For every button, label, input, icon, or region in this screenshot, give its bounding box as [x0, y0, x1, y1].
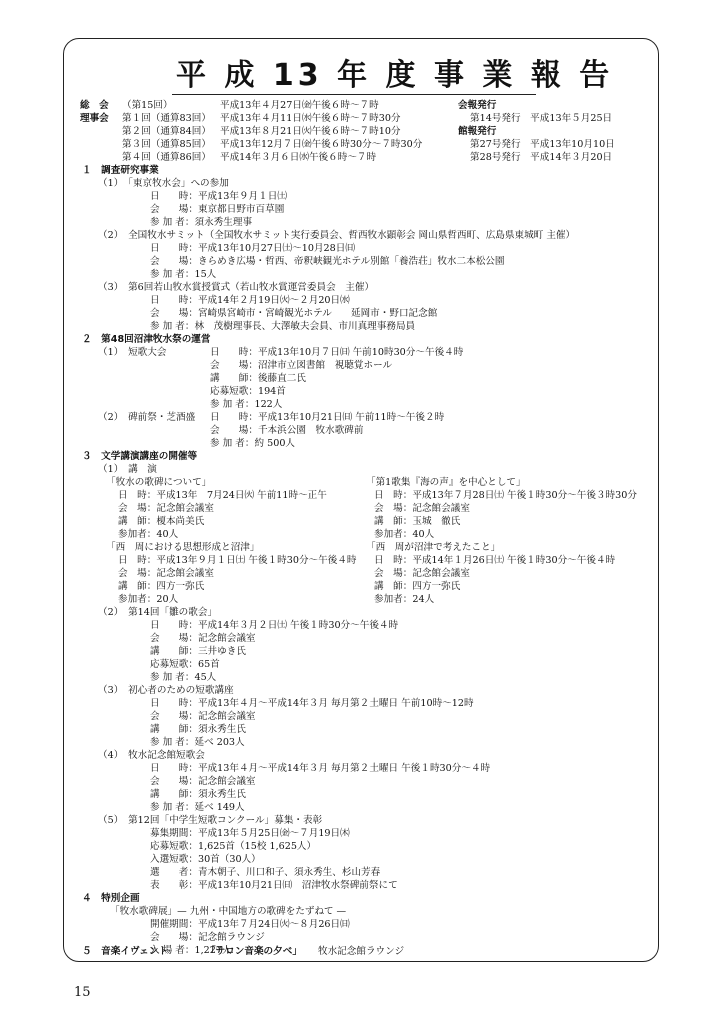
- museum-bulletin-issue: 第27号発行 平成13年10月10日: [470, 139, 615, 150]
- detail-line: 日 時：平成13年４月～平成14年３月 毎月第２土曜日 午前10時～12時: [150, 698, 474, 709]
- detail-line: 選 者：青木朝子、川口和子、須永秀生、杉山芳春: [150, 867, 381, 878]
- detail-line: 講 師：須永秀生氏: [150, 724, 246, 735]
- general-meeting-number: （第15回）: [122, 100, 173, 111]
- detail-line: 日 時：平成14年３月２日㈯ 午後１時30分～午後４時: [150, 620, 399, 631]
- item-title: （1） 講 演: [98, 464, 157, 475]
- lecture-title: 「牧水の歌碑について」: [106, 477, 212, 488]
- section-5-heading: ５ 音楽イヴェント: [82, 946, 168, 957]
- item-title: （1） 短歌大会: [98, 347, 167, 358]
- item-title: （5） 第12回「中学生短歌コンクール」募集・表彰: [98, 815, 323, 826]
- detail-line: 日 時：平成13年７月28日㈯ 午後１時30分～午後３時30分: [374, 490, 637, 501]
- detail-line: 参加者：40人: [374, 529, 435, 540]
- item-title: （3） 初心者のための短歌講座: [98, 685, 234, 696]
- detail-line: 会 場：記念館会議室: [118, 568, 214, 579]
- detail-line: 会 場：きらめき広場・哲西、帝釈峡観光ホテル別館「養浩荘」牧水二本松公園: [150, 256, 505, 267]
- detail-line: 会 場：記念館会議室: [150, 776, 256, 787]
- report-title: 平 成 13 年 度 事 業 報 告: [176, 58, 614, 93]
- item-title: （2） 全国牧水サミット（全国牧水サミット実行委員会、哲西牧水顕彰会 岡山県哲西町、広島県東城町 主催）: [98, 230, 576, 241]
- page-number: 15: [74, 985, 91, 1000]
- detail-line: 参 加 者：延べ 203人: [150, 737, 245, 748]
- section-1-heading: １ 調査研究事業: [82, 165, 159, 176]
- detail-line: 講 師：玉城 徹氏: [374, 516, 461, 527]
- detail-line: 参加者：24人: [374, 594, 435, 605]
- detail-line: 参 加 者：林 茂樹理事長、大澤敏夫会員、市川真理事務局員: [150, 321, 416, 332]
- detail-line: 参 加 者：15人: [150, 269, 217, 280]
- detail-line: 参 加 者：122人: [210, 399, 283, 410]
- detail-line: 参加者：40人: [118, 529, 179, 540]
- detail-line: 日 時：平成13年９月１日㈯ 午後１時30分～午後４時: [118, 555, 357, 566]
- detail-line: 日 時：平成13年10月７日㈰ 午前10時30分～午後４時: [210, 347, 464, 358]
- detail-line: 参 加 者：45人: [150, 672, 217, 683]
- detail-line: 募集期間：平成13年５月25日㈮～７月19日㈭: [150, 828, 350, 839]
- detail-line: 日 時：平成13年４月～平成14年３月 毎月第２土曜日 午後１時30分～４時: [150, 763, 491, 774]
- board-meeting-number: 第１回（通算83回）: [122, 113, 211, 124]
- detail-line: 会 場：記念館会議室: [374, 568, 470, 579]
- detail-line: 講 師：榎本尚美氏: [118, 516, 205, 527]
- detail-line: 会 場：記念館ラウンジ: [150, 932, 265, 943]
- detail-line: 会 場：記念館会議室: [374, 503, 470, 514]
- music-event-place: 牧水記念館ラウンジ: [318, 946, 405, 957]
- detail-line: 応募短歌：1,625首（15校 1,625人）: [150, 841, 317, 852]
- general-meeting-date: 平成13年４月27日㈮午後６時～７時: [220, 100, 379, 111]
- detail-line: 入 場 者：1,227人: [150, 945, 232, 956]
- board-meeting-date: 平成13年４月11日㈬午後６時～７時30分: [220, 113, 401, 124]
- lecture-title: 「西 周が沼津で考えたこと」: [366, 542, 501, 553]
- board-meeting-number: 第４回（通算86回）: [122, 152, 211, 163]
- item-title: （3） 第6回若山牧水賞授賞式（若山牧水賞運営委員会 主催）: [98, 282, 375, 293]
- board-meeting-label: 理事会: [80, 113, 109, 124]
- detail-line: 日 時：平成13年９月１日㈯: [150, 191, 287, 202]
- detail-line: 参 加 者：約 500人: [210, 438, 296, 449]
- title-underline: [172, 94, 536, 95]
- item-title: （1） 「東京牧水会」への参加: [98, 178, 229, 189]
- detail-line: 日 時：平成14年１月26日㈯ 午後１時30分～午後４時: [374, 555, 616, 566]
- detail-line: 講 師：四方一弥氏: [374, 581, 461, 592]
- detail-line: 参 加 者：須永秀生理事: [150, 217, 253, 228]
- section-3-heading: ３ 文学講演講座の開催等: [82, 451, 198, 462]
- detail-line: 日 時：平成13年10月21日㈰ 午前11時～午後２時: [210, 412, 445, 423]
- section-2-heading: ２ 第48回沼津牧水祭の運営: [82, 334, 211, 345]
- detail-line: 講 師：四方一弥氏: [118, 581, 205, 592]
- item-title: （4） 牧水記念館短歌会: [98, 750, 205, 761]
- detail-line: 会 場：記念館会議室: [150, 711, 256, 722]
- detail-line: 日 時：平成14年２月19日㈫～２月20日㈬: [150, 295, 350, 306]
- board-meeting-number: 第２回（通算84回）: [122, 126, 211, 137]
- detail-line: 講 師：須永秀生氏: [150, 789, 246, 800]
- detail-line: 参 加 者：延べ 149人: [150, 802, 245, 813]
- bulletin-issue: 第14号発行 平成13年５月25日: [470, 113, 613, 124]
- detail-line: 応募短歌：194首: [210, 386, 286, 397]
- bulletin-heading: 会報発行: [458, 100, 497, 111]
- lecture-title: 「西 周における思想形成と沼津」: [106, 542, 260, 553]
- detail-line: 日 時：平成13年10月27日㈯～10月28日㈰: [150, 243, 355, 254]
- exhibition-title: 「牧水歌碑展」— 九州・中国地方の歌碑をたずねて —: [110, 906, 347, 917]
- detail-line: 入選短歌：30首（30人）: [150, 854, 261, 865]
- detail-line: 表 彰：平成13年10月21日㈰ 沼津牧水祭碑前祭にて: [150, 880, 398, 891]
- detail-line: 講 師：後藤直二氏: [210, 373, 306, 384]
- detail-line: 会 場：沼津市立図書館 視聴覚ホール: [210, 360, 393, 371]
- board-meeting-date: 平成13年８月21日㈫午後６時～７時10分: [220, 126, 401, 137]
- museum-bulletin-issue: 第28号発行 平成14年３月20日: [470, 152, 613, 163]
- detail-line: 会 場：千本浜公園 牧水歌碑前: [210, 425, 364, 436]
- music-event-title: 「サロン音楽の夕べ」: [206, 946, 302, 957]
- board-meeting-number: 第３回（通算85回）: [122, 139, 211, 150]
- detail-line: 会 場：宮崎県宮崎市・宮崎観光ホテル 延岡市・野口記念館: [150, 308, 438, 319]
- board-meeting-date: 平成14年３月６日㈬午後６時～７時: [220, 152, 377, 163]
- detail-line: 応募短歌：65首: [150, 659, 220, 670]
- detail-line: 開催期間：平成13年７月24日㈫～８月26日㈰: [150, 919, 350, 930]
- general-meeting-label: 総 会: [80, 100, 109, 111]
- item-title: （2） 碑前祭・芝酒盛: [98, 412, 196, 423]
- detail-line: 参加者：20人: [118, 594, 179, 605]
- detail-line: 講 師：三井ゆき氏: [150, 646, 246, 657]
- museum-bulletin-heading: 館報発行: [458, 126, 497, 137]
- detail-line: 会 場：記念館会議室: [118, 503, 214, 514]
- detail-line: 会 場：記念館会議室: [150, 633, 256, 644]
- section-4-heading: ４ 特別企画: [82, 893, 140, 904]
- board-meeting-date: 平成13年12月７日㈮午後６時30分～７時30分: [220, 139, 423, 150]
- detail-line: 日 時：平成13年 7月24日㈫ 午前11時～正午: [118, 490, 327, 501]
- item-title: （2） 第14回「雛の歌会」: [98, 607, 218, 618]
- detail-line: 会 場：東京都日野市百草園: [150, 204, 285, 215]
- lecture-title: 「第1歌集『海の声』を中心として」: [366, 477, 526, 488]
